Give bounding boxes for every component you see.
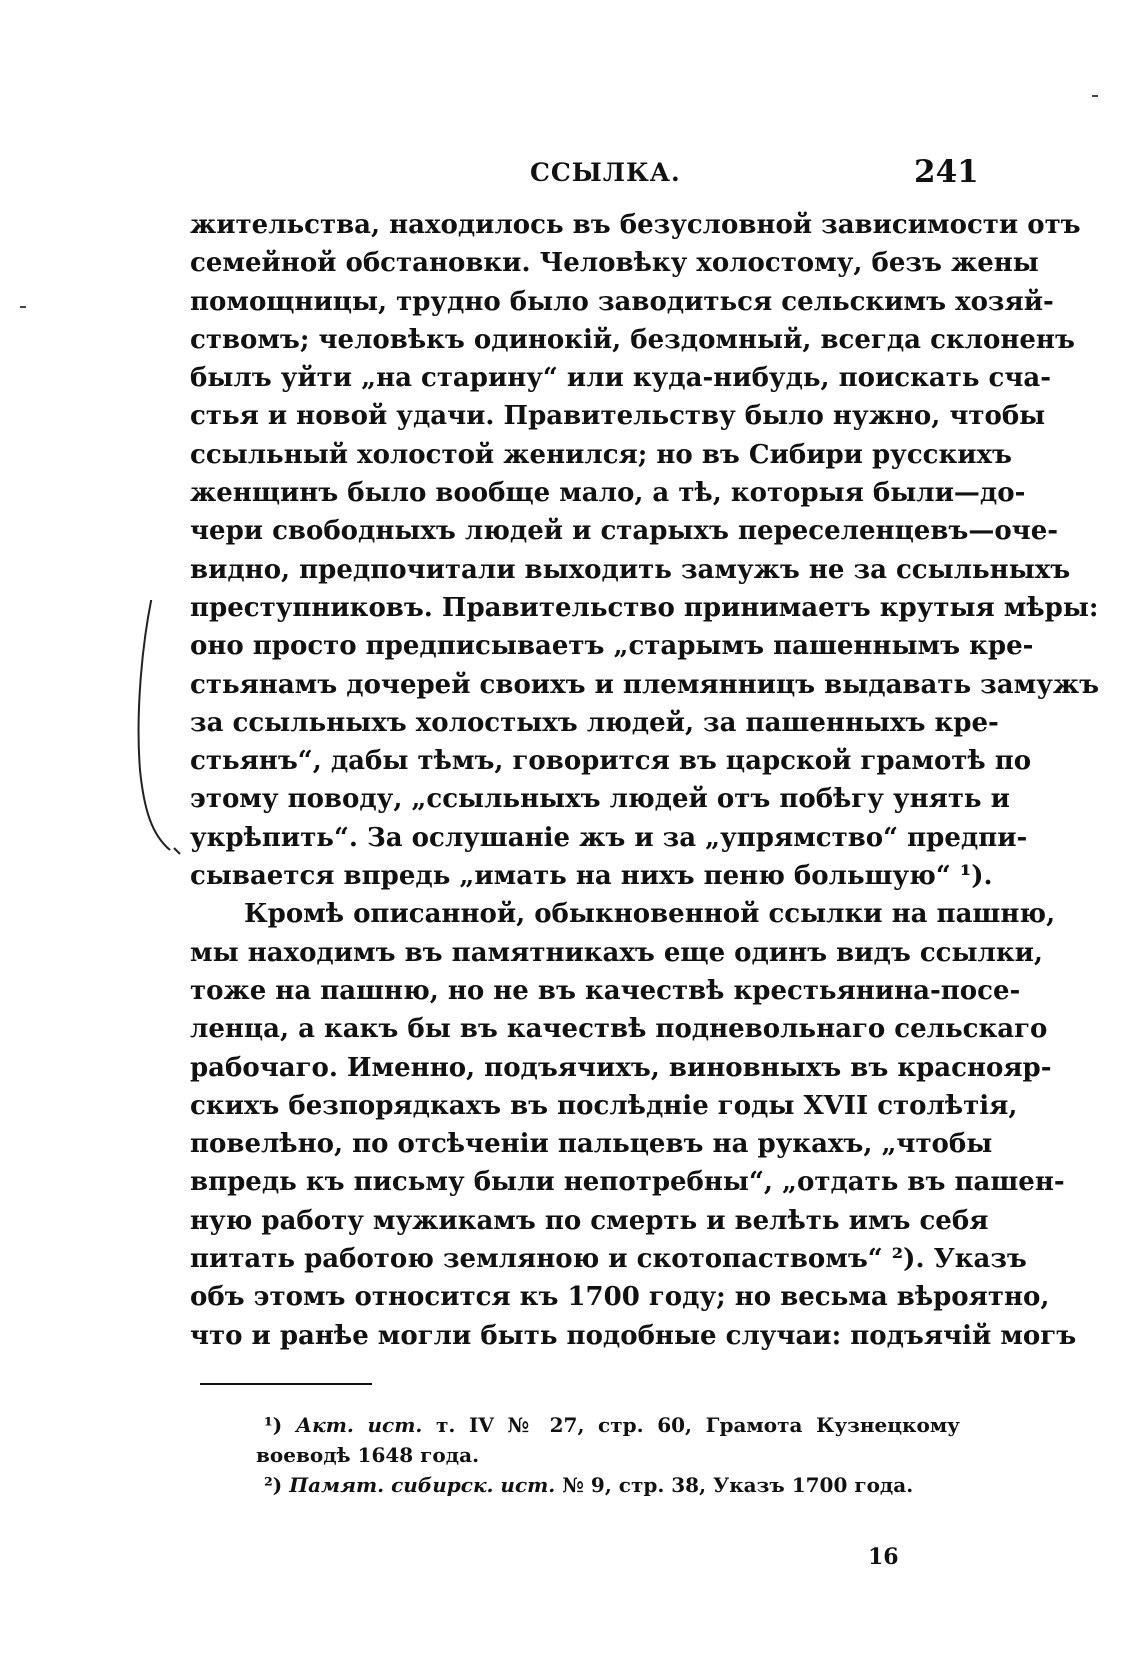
footnote-1-mark: ¹) <box>264 1413 283 1437</box>
text-line: былъ уйти „на старину“ или куда-нибудь, поискать сча- <box>190 363 1052 394</box>
text-line: жительства, находилось въ безусловной зависимости отъ <box>190 210 1081 240</box>
text-line: женщинъ было вообще мало, а тѣ, которыя были—до- <box>190 478 1026 509</box>
text-line: стья и новой удачи. Правительству было нужно, чтобы <box>190 401 1046 432</box>
text-line: повелѣно, по отсѣченіи пальцевъ на рукахъ, „чтобы <box>190 1129 993 1160</box>
footnote-2 <box>264 1470 960 1500</box>
footnote-1 <box>264 1410 960 1440</box>
text-line: мы находимъ въ памятникахъ еще одинъ видъ ссылки, <box>190 937 1043 968</box>
footnotes <box>256 1410 960 1500</box>
text-line: преступниковъ. Правительство принимаетъ крутыя мѣры: <box>190 592 1099 623</box>
text-line: ленца, а какъ бы въ качествѣ подневольнаго сельскаго <box>190 1014 1048 1045</box>
text-line: тоже на пашню, но не въ качествѣ крестьянина-посе- <box>190 975 1021 1006</box>
text-line: стьянамъ дочерей своихъ и племянницъ выдавать замужъ <box>190 669 1100 700</box>
page-number: 241 <box>914 154 979 190</box>
footnote-1-text: т. IV № 27, стр. 60, Грамота Кузнецкому <box>436 1413 960 1437</box>
text-line: питать работою земляною и скотопаствомъ“ ²). Указъ <box>190 1244 1027 1275</box>
text-line: ствомъ; человѣкъ одинокій, бездомный, всегда склоненъ <box>190 324 1075 355</box>
text-line: сывается впредь „имать на нихъ пеню большую“ ¹). <box>190 861 993 892</box>
margin-tick-mark <box>1092 95 1098 97</box>
footnote-1-continuation-text: воеводѣ 1648 года. <box>256 1443 480 1467</box>
main-text <box>190 206 1100 1355</box>
margin-bracket-mark <box>130 600 190 900</box>
text-line: укрѣпить“. За ослушаніе жъ и за „упрямство“ предпи- <box>190 822 1028 853</box>
text-line: впредь къ письму были непотребны“, „отдать въ пашен- <box>190 1167 1065 1198</box>
footnote-1-continuation <box>256 1440 960 1470</box>
text-line: помощницы, трудно было заводиться сельскимъ хозяй- <box>190 286 1054 317</box>
text-line: объ этомъ относится къ 1700 году; но весьма вѣроятно, <box>190 1282 1050 1313</box>
running-head: ССЫЛКА. <box>530 158 681 187</box>
text-line: что и ранѣе могли быть подобные случаи: подъячій могъ <box>190 1320 1077 1351</box>
footnote-separator <box>200 1383 372 1385</box>
text-line: ную работу мужикамъ по смерть и велѣть имъ себя <box>190 1205 989 1236</box>
text-line: за ссыльныхъ холостыхъ людей, за пашенныхъ кре- <box>190 707 999 738</box>
margin-tick-mark <box>20 306 26 308</box>
text-line: оно просто предписываетъ „старымъ пашеннымъ кре- <box>190 631 1034 662</box>
signature-number: 16 <box>868 1544 899 1570</box>
text-line: ссыльный холостой женился; но въ Сибири русскихъ <box>190 439 1012 470</box>
footnote-1-source: Акт. ист. <box>295 1413 423 1437</box>
text-line: чери свободныхъ людей и старыхъ переселенцевъ—оче- <box>190 516 1059 547</box>
text-line: стьянъ“, дабы тѣмъ, говорится въ царской грамотѣ по <box>190 746 1032 777</box>
text-line: рабочаго. Именно, подъячихъ, виновныхъ въ краснояр- <box>190 1052 1052 1083</box>
footnote-2-source: Памят. сибирск. ист. <box>289 1473 556 1497</box>
footnote-2-mark: ²) <box>264 1473 283 1497</box>
text-line: видно, предпочитали выходить замужъ не за ссыльныхъ <box>190 554 1071 585</box>
text-line: семейной обстановки. Человѣку холостому, безъ жены <box>190 248 1039 279</box>
footnote-2-text: № 9, стр. 38, Указъ 1700 года. <box>562 1473 914 1497</box>
text-line: скихъ безпорядкахъ въ послѣдніе годы XVII столѣтія, <box>190 1090 1018 1121</box>
text-line: этому поводу, „ссыльныхъ людей отъ побѣгу унять и <box>190 784 1010 815</box>
text-line: Кромѣ описанной, обыкновенной ссылки на пашню, <box>244 899 1056 930</box>
